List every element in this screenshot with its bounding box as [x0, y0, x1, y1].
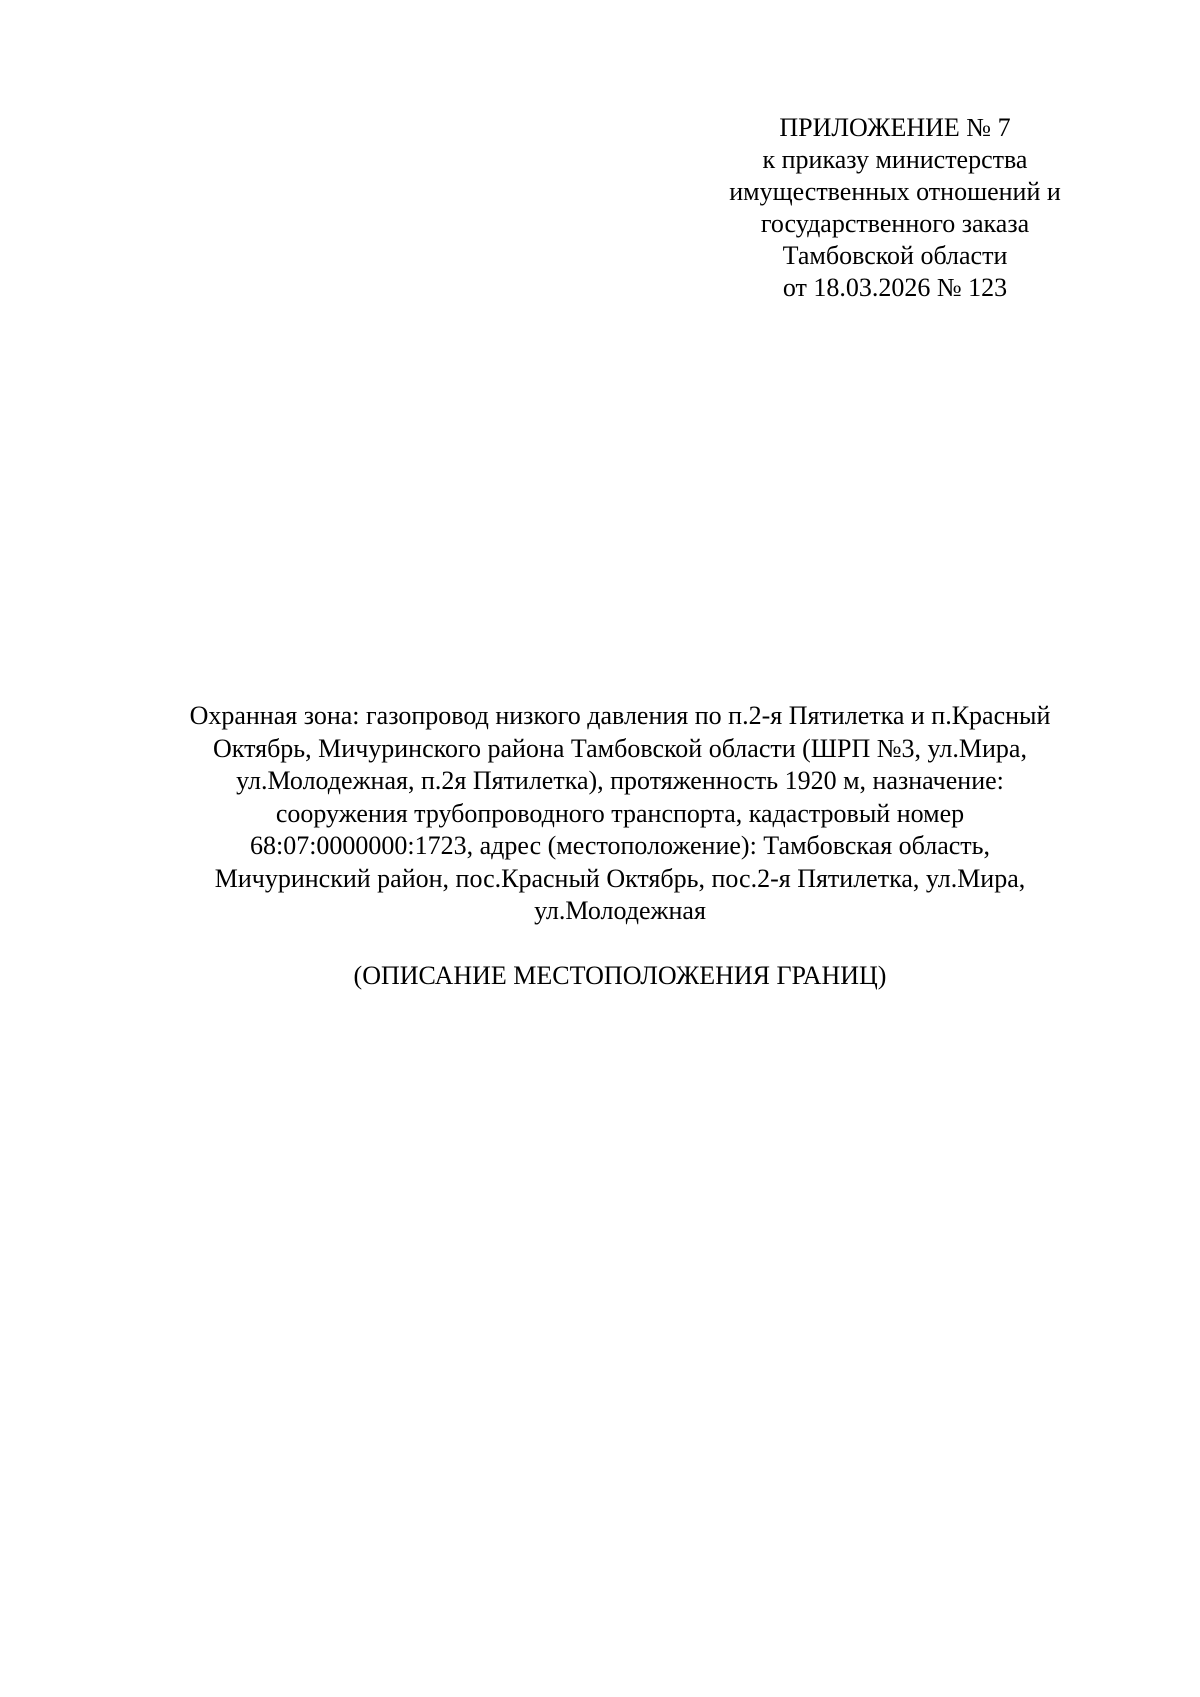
zone-description-line: ул.Молодежная, п.2я Пятилетка), протяженность 1920 м, назначение: — [236, 766, 1004, 795]
appendix-region: Тамбовской области — [782, 241, 1008, 270]
zone-description — [140, 700, 1100, 928]
appendix-title: ПРИЛОЖЕНИЕ № 7 — [779, 113, 1011, 142]
zone-description-line: ул.Молодежная — [534, 896, 706, 925]
appendix-header — [720, 112, 1070, 304]
zone-description-line: Октябрь, Мичуринского района Тамбовской области (ШРП №3, ул.Мира, — [213, 733, 1027, 763]
appendix-order-reference: к приказу министерства — [762, 145, 1028, 174]
zone-description-line: Охранная зона: газопровод низкого давления по п.2-я Пятилетка и п.Красный — [189, 701, 1051, 730]
zone-description-line: сооружения трубопроводного транспорта, кадастровый номер — [275, 798, 965, 828]
section-heading: (ОПИСАНИЕ МЕСТОПОЛОЖЕНИЯ ГРАНИЦ) — [353, 961, 887, 990]
zone-description-line: 68:07:0000000:1723, адрес (местоположение): Тамбовская область, — [249, 831, 991, 860]
appendix-ministry-name-cont: государственного заказа — [760, 209, 1030, 238]
appendix-order-date-number: от 18.03.2026 № 123 — [782, 273, 1008, 302]
zone-description-line: Мичуринский район, пос.Красный Октябрь, пос.2-я Пятилетка, ул.Мира, — [214, 863, 1026, 893]
appendix-ministry-name: имущественных отношений и — [729, 177, 1061, 206]
